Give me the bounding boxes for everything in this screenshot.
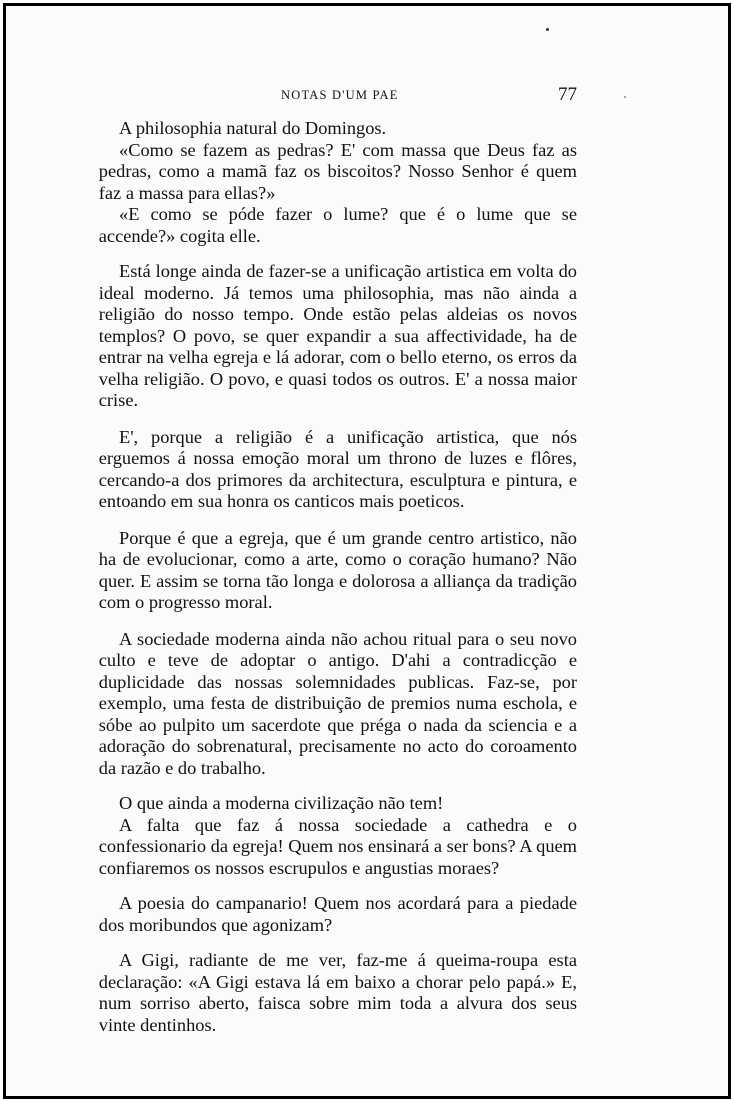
paragraph-4: Está longe ainda de fazer-se a unificação artistica em volta do ideal moderno. Já temos uma philosophia, mas não ainda a religião do nosso tempo. Onde estão pelas aldeias os novos templos? O povo, se quer expandir a sua affectividade, ha de entrar na velha egreja e lá adorar, com o bello eterno, os erros da velha religião. O povo, e quasi todos os outros. E' a nossa maior crise. xyxy=(98,261,577,410)
paragraph-3: «E como se póde fazer o lume? que é o lume que se accende?» cogita elle. xyxy=(98,204,577,246)
paragraph-2: «Como se fazem as pedras? E' com massa que Deus faz as pedras, como a mamã faz os biscoitos? Nosso Senhor é quem faz a massa para ellas?» xyxy=(98,139,577,203)
paragraph-5: E', porque a religião é a unificação artistica, que nós erguemos á nossa emoção moral um throno de luzes e flôres, cercando-a dos primores da architectura, esculptura e pintura, e entoando em sua honra os canticos mais poeticos. xyxy=(98,426,577,511)
paragraph-11: A Gigi, radiante de me ver, faz-me á queima-roupa esta declaração: «A Gigi estava lá em baixo a chorar pelo papá.» E, num sorriso aberto, faisca sobre mim toda a alvura dos seus vinte dentinhos. xyxy=(98,950,577,1035)
paragraph-7: A sociedade moderna ainda não achou ritual para o seu novo culto e teve de adoptar o antigo. D'ahi a contradicção e duplicidade das nossas solemnidades publicas. Faz-se, por exemplo, uma festa de distribuição de premios numa eschola, e sóbe ao pulpito um sacerdote que préga o nada da sciencia e a adoração do sobrenatural, precisamente no acto do coroamento da razão e do trabalho. xyxy=(98,628,577,778)
paragraph-8: O que ainda a moderna civilização não tem! xyxy=(119,793,444,813)
paragraph-9: A falta que faz á nossa sociedade a cathedra e o confessionario da egreja! Quem nos ensinará a ser bons? A quem confiaremos os nossos escrupulos e angustias moraes? xyxy=(98,814,577,878)
paragraph-6: Porque é que a egreja, que é um grande centro artistico, não ha de evolucionar, como a arte, como o coração humano? Não quer. E assim se torna tão longa e dolorosa a alliança da tradição com o progresso moral. xyxy=(98,527,577,612)
paragraph-1: A philosophia natural do Domingos. xyxy=(119,118,387,138)
ink-speck xyxy=(624,96,626,98)
running-head: NOTAS D'UM PAE xyxy=(281,88,399,102)
paragraph-10: A poesia do campanario! Quem nos acordará para a piedade dos moribundos que agonizam? xyxy=(98,893,577,935)
page-number: 77 xyxy=(558,84,577,105)
ink-speck xyxy=(546,28,549,31)
body-text xyxy=(98,118,577,1036)
